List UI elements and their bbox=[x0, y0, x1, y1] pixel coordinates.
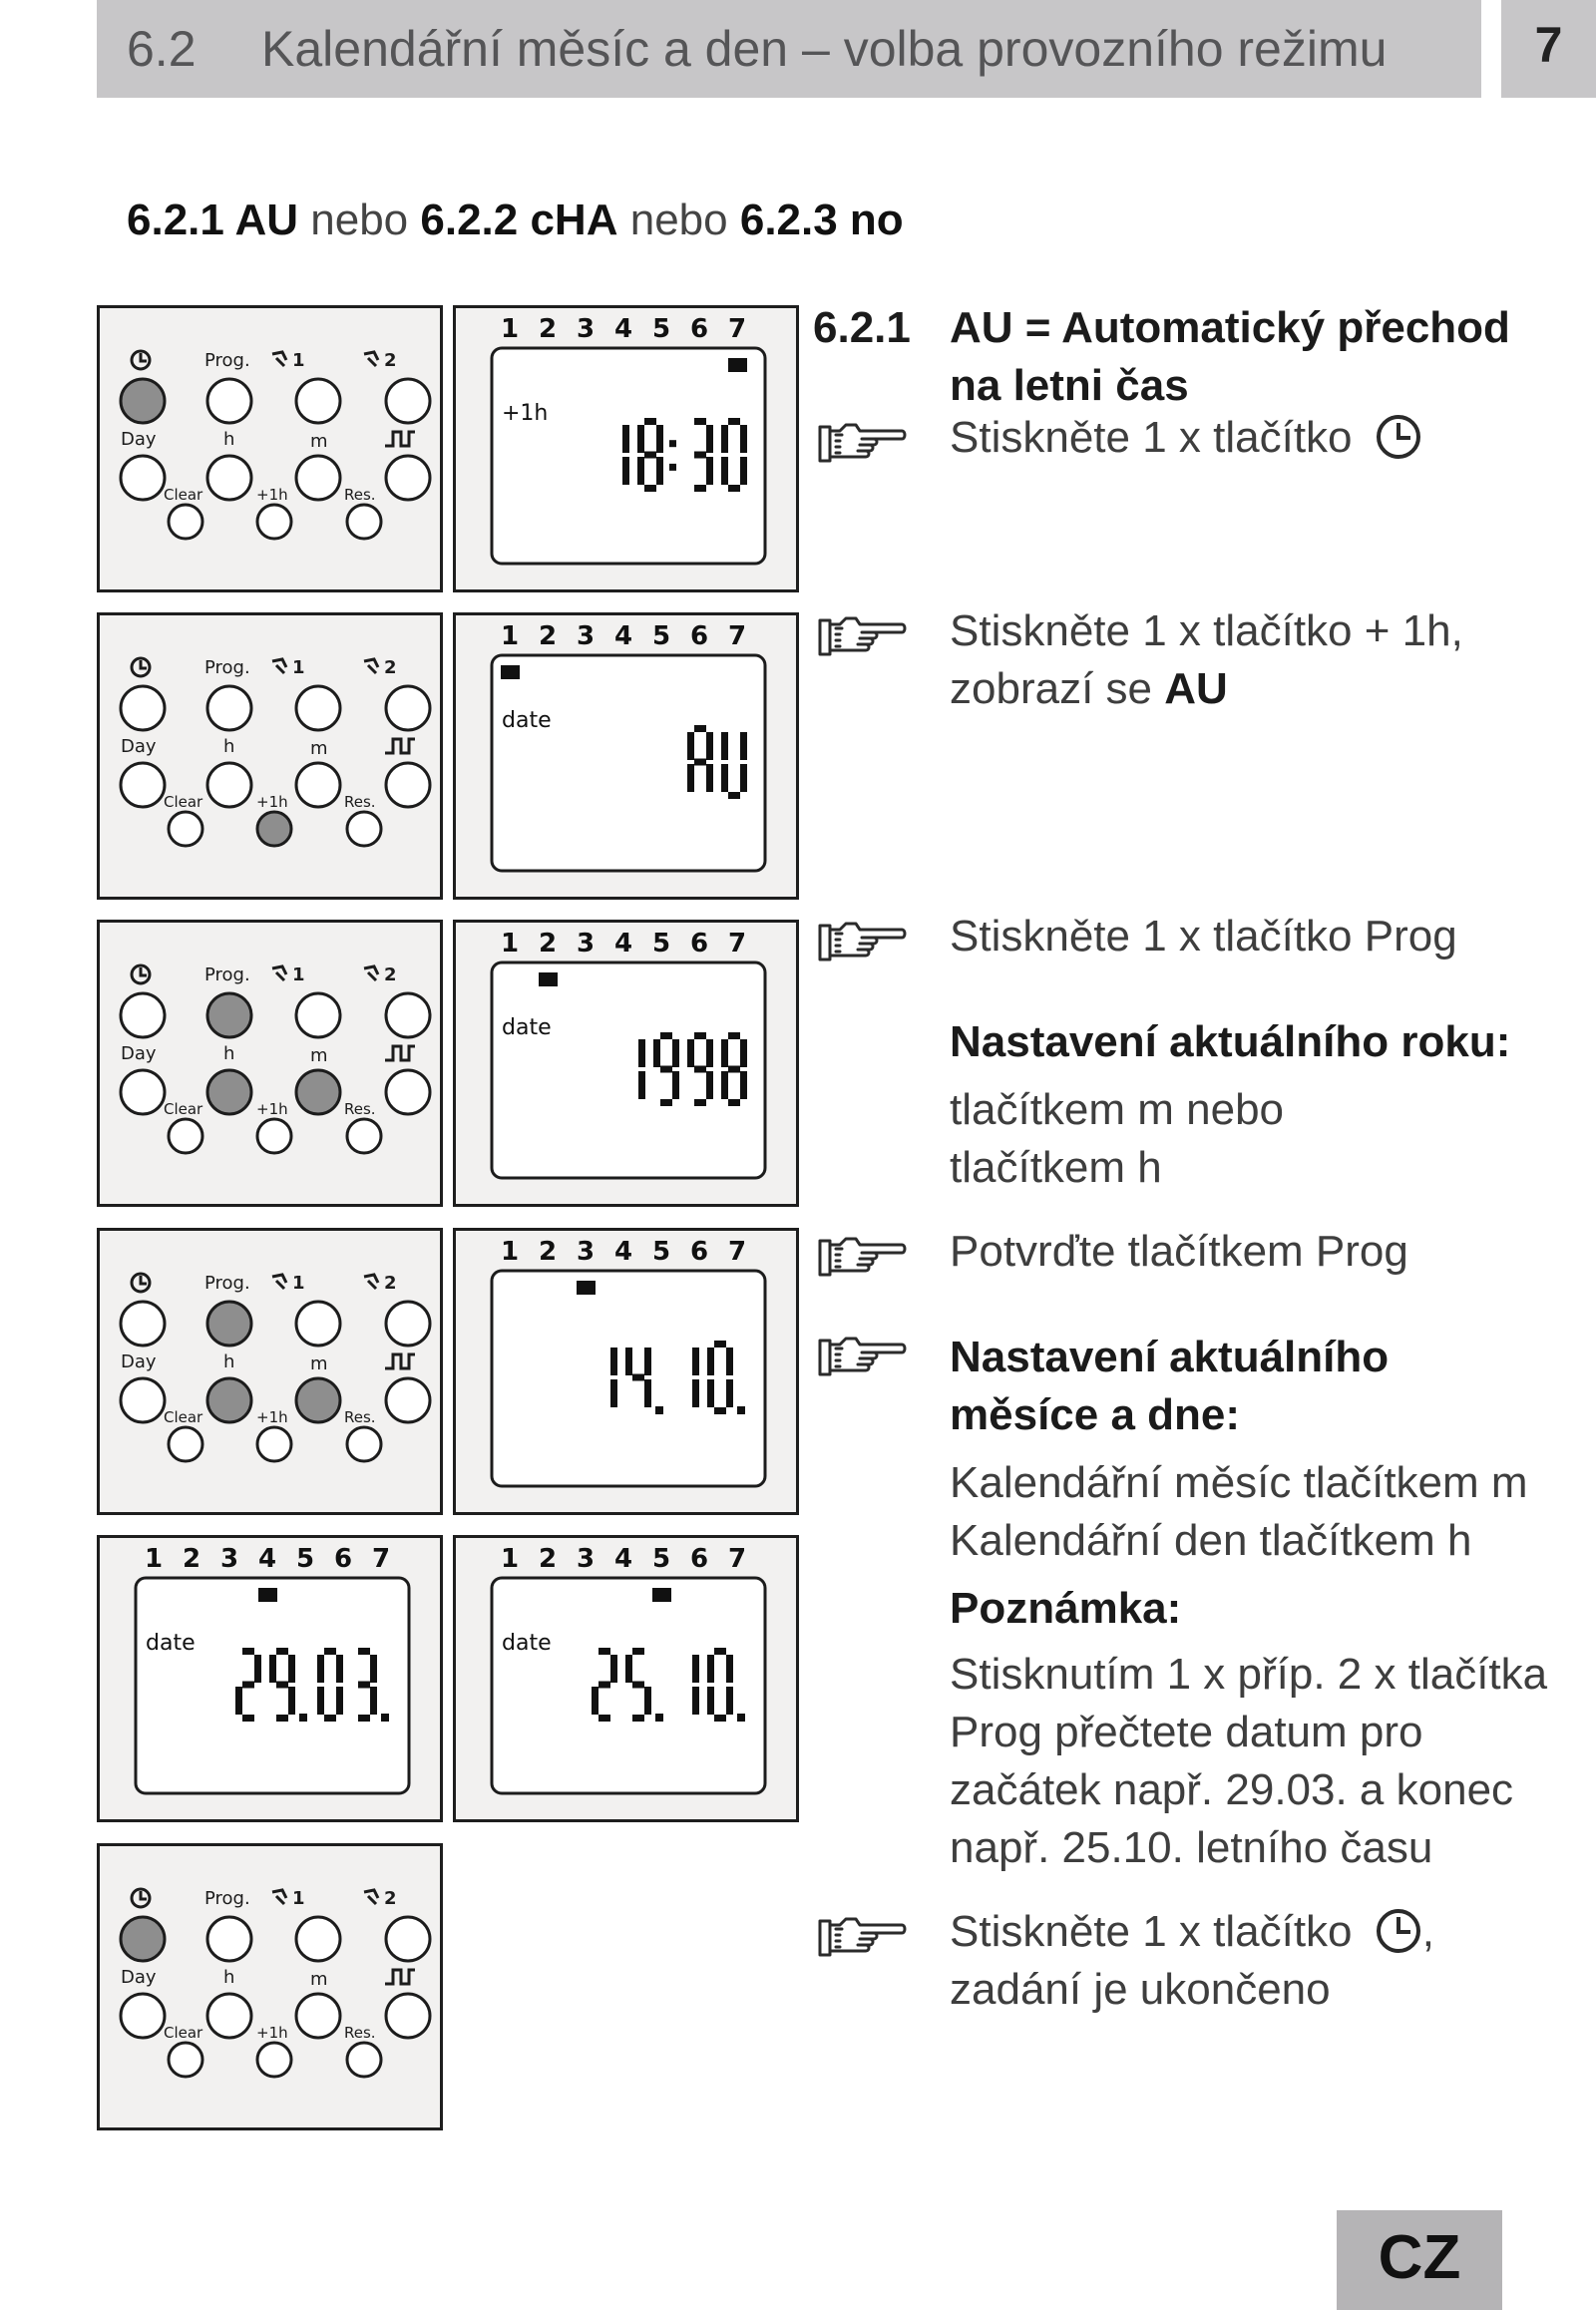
keypad-svg bbox=[100, 615, 440, 897]
pulse-icon bbox=[385, 432, 415, 446]
h-label: h bbox=[223, 1043, 235, 1064]
step-2a: Stiskněte 1 x tlačítko + 1h, bbox=[950, 606, 1463, 655]
res-label: Res. bbox=[344, 1408, 376, 1426]
pulse-button[interactable] bbox=[386, 456, 430, 500]
weekday-number: 3 bbox=[576, 1544, 596, 1574]
step-5a bbox=[950, 1903, 1434, 1961]
pulse-icon bbox=[385, 1354, 415, 1368]
weekday-number: 1 bbox=[500, 621, 520, 651]
step-2b bbox=[950, 660, 1228, 718]
s1-title-2: na letni čas bbox=[950, 361, 1189, 410]
md-line-2: Kalendářní den tlačítkem h bbox=[950, 1516, 1472, 1565]
res-label: Res. bbox=[344, 2024, 376, 2042]
note-heading: Poznámka: bbox=[950, 1584, 1182, 1633]
weekday-number: 5 bbox=[651, 621, 671, 651]
weekday-number: 5 bbox=[651, 314, 671, 344]
prog-label: Prog. bbox=[204, 1273, 250, 1294]
clear-label: Clear bbox=[164, 1100, 203, 1118]
step-2b-bold: AU bbox=[1164, 664, 1228, 713]
svg-text:2: 2 bbox=[384, 1273, 397, 1294]
clear-button[interactable] bbox=[169, 1119, 202, 1153]
day-label: Day bbox=[121, 1967, 157, 1988]
res-button[interactable] bbox=[347, 812, 381, 846]
section-number: 6.2 bbox=[127, 21, 197, 77]
channel-2-button[interactable] bbox=[386, 1302, 430, 1346]
weekday-number: 2 bbox=[182, 1544, 201, 1574]
svg-text:1: 1 bbox=[292, 350, 305, 371]
weekday-number: 5 bbox=[295, 1544, 315, 1574]
res-button[interactable] bbox=[347, 2043, 381, 2077]
page-number: 7 bbox=[1534, 17, 1563, 73]
pointing-hand-icon bbox=[816, 610, 908, 660]
clear-label: Clear bbox=[164, 793, 203, 811]
svg-text:1: 1 bbox=[292, 1273, 305, 1294]
section-heading bbox=[127, 195, 904, 245]
day-label: Day bbox=[121, 1351, 157, 1372]
pulse-icon bbox=[385, 739, 415, 753]
pulse-button[interactable] bbox=[386, 1378, 430, 1422]
channel-1-icon bbox=[272, 350, 305, 371]
weekday-number: 2 bbox=[538, 1544, 558, 1574]
lcd-panel-6 bbox=[453, 1535, 799, 1822]
weekday-marker bbox=[258, 1588, 277, 1602]
day-button[interactable] bbox=[121, 1070, 165, 1114]
channel-1-icon bbox=[272, 657, 305, 678]
plus1h-button[interactable] bbox=[257, 505, 291, 539]
weekday-number: 5 bbox=[651, 929, 671, 959]
step-4: Potvrďte tlačítkem Prog bbox=[950, 1227, 1408, 1276]
language-label: CZ bbox=[1378, 2223, 1461, 2292]
plus1h-button[interactable] bbox=[257, 1119, 291, 1153]
channel-1-icon bbox=[272, 1888, 305, 1909]
res-button[interactable] bbox=[347, 505, 381, 539]
prog-label: Prog. bbox=[204, 657, 250, 678]
clock-button[interactable] bbox=[121, 379, 165, 423]
clear-button[interactable] bbox=[169, 505, 202, 539]
weekday-number: 1 bbox=[500, 929, 520, 959]
weekday-number: 7 bbox=[727, 1237, 747, 1267]
m-label: m bbox=[310, 738, 328, 759]
day-button[interactable] bbox=[121, 456, 165, 500]
channel-2-button[interactable] bbox=[386, 1917, 430, 1961]
md-line-1: Kalendářní měsíc tlačítkem m bbox=[950, 1458, 1528, 1507]
weekday-number: 4 bbox=[257, 1544, 277, 1574]
channel-2-button[interactable] bbox=[386, 686, 430, 730]
keypad-panel-3 bbox=[97, 920, 443, 1207]
s1-title-1: AU = Automatický přechod bbox=[950, 303, 1510, 352]
clock-button[interactable] bbox=[121, 1302, 165, 1346]
lcd-screen bbox=[492, 1271, 765, 1486]
weekday-marker bbox=[728, 358, 747, 372]
prog-label: Prog. bbox=[204, 350, 250, 371]
step-3: Stiskněte 1 x tlačítko Prog bbox=[950, 912, 1457, 961]
plus1h-label: +1h bbox=[256, 793, 288, 811]
weekday-number: 6 bbox=[333, 1544, 353, 1574]
m-button[interactable] bbox=[296, 456, 340, 500]
h-label: h bbox=[223, 1351, 235, 1372]
channel-1-button[interactable] bbox=[296, 993, 340, 1037]
weekday-marker bbox=[577, 1281, 596, 1295]
h-button[interactable] bbox=[207, 456, 251, 500]
weekday-number: 3 bbox=[576, 1237, 596, 1267]
m-label: m bbox=[310, 1969, 328, 1990]
year-line-1: tlačítkem m nebo bbox=[950, 1085, 1285, 1134]
h-label: h bbox=[223, 736, 235, 757]
lcd-svg bbox=[100, 1538, 440, 1819]
plus1h-button[interactable] bbox=[257, 2043, 291, 2077]
res-button[interactable] bbox=[347, 1427, 381, 1461]
prog-button[interactable] bbox=[207, 1302, 251, 1346]
clock-icon bbox=[132, 351, 150, 369]
clear-button[interactable] bbox=[169, 2043, 202, 2077]
pointing-hand-icon bbox=[816, 1911, 908, 1961]
channel-1-button[interactable] bbox=[296, 1302, 340, 1346]
step-1-text: Stiskněte 1 x tlačítko bbox=[950, 413, 1353, 462]
day-button[interactable] bbox=[121, 763, 165, 807]
weekday-number: 5 bbox=[651, 1544, 671, 1574]
res-label: Res. bbox=[344, 793, 376, 811]
weekday-number: 1 bbox=[500, 314, 520, 344]
weekday-number: 7 bbox=[727, 314, 747, 344]
channel-2-icon bbox=[364, 1888, 397, 1909]
lcd-label: date bbox=[146, 1631, 196, 1656]
m-label: m bbox=[310, 431, 328, 452]
clock-icon bbox=[132, 1889, 150, 1907]
lcd-panel-1 bbox=[453, 305, 799, 592]
m-button[interactable] bbox=[296, 1378, 340, 1422]
clock-icon bbox=[1375, 413, 1422, 461]
weekday-number: 6 bbox=[689, 621, 709, 651]
pointing-hand-icon bbox=[816, 1331, 908, 1380]
step-5a-text: Stiskněte 1 x tlačítko bbox=[950, 1907, 1353, 1956]
day-button[interactable] bbox=[121, 1994, 165, 2038]
lcd-label: +1h bbox=[502, 401, 549, 426]
weekday-number: 4 bbox=[613, 314, 633, 344]
lcd-svg bbox=[456, 308, 796, 589]
lcd-label: date bbox=[502, 1631, 552, 1656]
keypad-panel-1 bbox=[97, 305, 443, 592]
heading-sep-2: nebo bbox=[629, 195, 728, 244]
svg-text:1: 1 bbox=[292, 1888, 305, 1909]
channel-1-button[interactable] bbox=[296, 686, 340, 730]
weekday-marker bbox=[652, 1588, 671, 1602]
note-line-2: Prog přečtete datum pro bbox=[950, 1708, 1423, 1756]
clock-icon bbox=[132, 658, 150, 676]
weekday-number: 6 bbox=[689, 1237, 709, 1267]
weekday-number: 4 bbox=[613, 1544, 633, 1574]
keypad-panel-5 bbox=[97, 1843, 443, 2130]
lcd-svg bbox=[456, 615, 796, 897]
svg-text:1: 1 bbox=[292, 964, 305, 985]
mode-cha: 6.2.2 cHA bbox=[420, 195, 618, 244]
clock-button[interactable] bbox=[121, 1917, 165, 1961]
svg-text:2: 2 bbox=[384, 964, 397, 985]
lcd-screen bbox=[492, 962, 765, 1178]
keypad-svg bbox=[100, 1846, 440, 2127]
channel-2-icon bbox=[364, 657, 397, 678]
channel-1-button[interactable] bbox=[296, 379, 340, 423]
lcd-screen bbox=[492, 348, 765, 564]
res-label: Res. bbox=[344, 1100, 376, 1118]
lcd-panel-4 bbox=[453, 1228, 799, 1515]
lcd-label: date bbox=[502, 1015, 552, 1040]
pulse-button[interactable] bbox=[386, 1070, 430, 1114]
weekday-number: 3 bbox=[576, 314, 596, 344]
step-5b: zadání je ukončeno bbox=[950, 1965, 1331, 2014]
keypad-panel-4 bbox=[97, 1228, 443, 1515]
lcd-label: date bbox=[502, 708, 552, 733]
note-line-3: začátek např. 29.03. a konec bbox=[950, 1765, 1514, 1814]
day-label: Day bbox=[121, 429, 157, 450]
channel-2-icon bbox=[364, 964, 397, 985]
plus1h-label: +1h bbox=[256, 2024, 288, 2042]
weekday-number: 5 bbox=[651, 1237, 671, 1267]
weekday-number: 6 bbox=[689, 929, 709, 959]
pointing-hand-icon bbox=[816, 417, 908, 467]
clear-label: Clear bbox=[164, 2024, 203, 2042]
channel-2-icon bbox=[364, 1273, 397, 1294]
prog-button[interactable] bbox=[207, 686, 251, 730]
pointing-hand-icon bbox=[816, 1231, 908, 1281]
lcd-panel-5 bbox=[97, 1535, 443, 1822]
plus1h-button[interactable] bbox=[257, 1427, 291, 1461]
weekday-number: 3 bbox=[576, 929, 596, 959]
weekday-number: 2 bbox=[538, 621, 558, 651]
lcd-screen bbox=[492, 1578, 765, 1793]
m-label: m bbox=[310, 1045, 328, 1066]
day-label: Day bbox=[121, 736, 157, 757]
lcd-svg bbox=[456, 923, 796, 1204]
note-line-1: Stisknutím 1 x příp. 2 x tlačítka bbox=[950, 1650, 1548, 1699]
res-button[interactable] bbox=[347, 1119, 381, 1153]
md-heading-2: měsíce a dne: bbox=[950, 1390, 1241, 1439]
weekday-number: 6 bbox=[689, 1544, 709, 1574]
h-button[interactable] bbox=[207, 1378, 251, 1422]
step-1 bbox=[950, 409, 1422, 467]
mode-no: 6.2.3 no bbox=[739, 195, 904, 244]
m-button[interactable] bbox=[296, 763, 340, 807]
weekday-number: 7 bbox=[371, 1544, 391, 1574]
lcd-panel-2 bbox=[453, 612, 799, 900]
prog-button[interactable] bbox=[207, 1917, 251, 1961]
note-line-4: např. 25.10. letního času bbox=[950, 1823, 1433, 1872]
weekday-number: 2 bbox=[538, 314, 558, 344]
plus1h-button[interactable] bbox=[257, 812, 291, 846]
heading-sep-1: nebo bbox=[310, 195, 409, 244]
channel-2-button[interactable] bbox=[386, 993, 430, 1037]
weekday-marker bbox=[539, 972, 558, 986]
weekday-number: 7 bbox=[727, 1544, 747, 1574]
pulse-icon bbox=[385, 1046, 415, 1060]
plus1h-label: +1h bbox=[256, 486, 288, 504]
keypad-svg bbox=[100, 923, 440, 1204]
weekday-number: 1 bbox=[500, 1544, 520, 1574]
weekday-number: 2 bbox=[538, 929, 558, 959]
svg-text:1: 1 bbox=[292, 657, 305, 678]
h-button[interactable] bbox=[207, 1070, 251, 1114]
weekday-number: 7 bbox=[727, 929, 747, 959]
weekday-number: 7 bbox=[727, 621, 747, 651]
clear-label: Clear bbox=[164, 1408, 203, 1426]
prog-label: Prog. bbox=[204, 964, 250, 985]
res-label: Res. bbox=[344, 486, 376, 504]
md-heading-1: Nastavení aktuálního bbox=[950, 1333, 1390, 1381]
lcd-panel-3 bbox=[453, 920, 799, 1207]
clock-icon bbox=[132, 965, 150, 983]
s1-number: 6.2.1 bbox=[813, 303, 911, 352]
keypad-svg bbox=[100, 1231, 440, 1512]
weekday-number: 1 bbox=[144, 1544, 164, 1574]
clock-icon bbox=[1375, 1907, 1422, 1955]
weekday-number: 3 bbox=[576, 621, 596, 651]
clock-button[interactable] bbox=[121, 993, 165, 1037]
prog-label: Prog. bbox=[204, 1888, 250, 1909]
channel-1-icon bbox=[272, 1273, 305, 1294]
weekday-number: 4 bbox=[613, 929, 633, 959]
channel-1-button[interactable] bbox=[296, 1917, 340, 1961]
weekday-number: 4 bbox=[613, 1237, 633, 1267]
weekday-number: 3 bbox=[219, 1544, 239, 1574]
weekday-number: 4 bbox=[613, 621, 633, 651]
weekday-number: 2 bbox=[538, 1237, 558, 1267]
svg-text:2: 2 bbox=[384, 657, 397, 678]
h-label: h bbox=[223, 1967, 235, 1988]
h-button[interactable] bbox=[207, 763, 251, 807]
step-2b-text: zobrazí se bbox=[950, 664, 1152, 713]
clear-label: Clear bbox=[164, 486, 203, 504]
h-label: h bbox=[223, 429, 235, 450]
clock-button[interactable] bbox=[121, 686, 165, 730]
channel-2-button[interactable] bbox=[386, 379, 430, 423]
year-heading: Nastavení aktuálního roku: bbox=[950, 1017, 1511, 1066]
prog-button[interactable] bbox=[207, 379, 251, 423]
m-label: m bbox=[310, 1353, 328, 1374]
plus1h-label: +1h bbox=[256, 1408, 288, 1426]
keypad-svg bbox=[100, 308, 440, 589]
svg-text:2: 2 bbox=[384, 350, 397, 371]
h-button[interactable] bbox=[207, 1994, 251, 2038]
weekday-marker bbox=[501, 665, 520, 679]
clock-icon bbox=[132, 1274, 150, 1292]
pulse-icon bbox=[385, 1970, 415, 1984]
plus1h-label: +1h bbox=[256, 1100, 288, 1118]
pulse-button[interactable] bbox=[386, 763, 430, 807]
channel-1-icon bbox=[272, 964, 305, 985]
m-button[interactable] bbox=[296, 1070, 340, 1114]
pulse-button[interactable] bbox=[386, 1994, 430, 2038]
lcd-svg bbox=[456, 1538, 796, 1819]
day-button[interactable] bbox=[121, 1378, 165, 1422]
weekday-number: 6 bbox=[689, 314, 709, 344]
page-title: Kalendářní měsíc a den – volba provozního režimu bbox=[261, 21, 1388, 77]
mode-au: 6.2.1 AU bbox=[127, 195, 299, 244]
channel-2-icon bbox=[364, 350, 397, 371]
weekday-number: 1 bbox=[500, 1237, 520, 1267]
step-5a-comma: , bbox=[1421, 1907, 1434, 1956]
clear-button[interactable] bbox=[169, 812, 202, 846]
year-line-2: tlačítkem h bbox=[950, 1143, 1162, 1192]
lcd-screen bbox=[492, 655, 765, 871]
lcd-svg bbox=[456, 1231, 796, 1512]
prog-button[interactable] bbox=[207, 993, 251, 1037]
svg-text:2: 2 bbox=[384, 1888, 397, 1909]
day-label: Day bbox=[121, 1043, 157, 1064]
keypad-panel-2 bbox=[97, 612, 443, 900]
m-button[interactable] bbox=[296, 1994, 340, 2038]
pointing-hand-icon bbox=[816, 916, 908, 965]
clear-button[interactable] bbox=[169, 1427, 202, 1461]
